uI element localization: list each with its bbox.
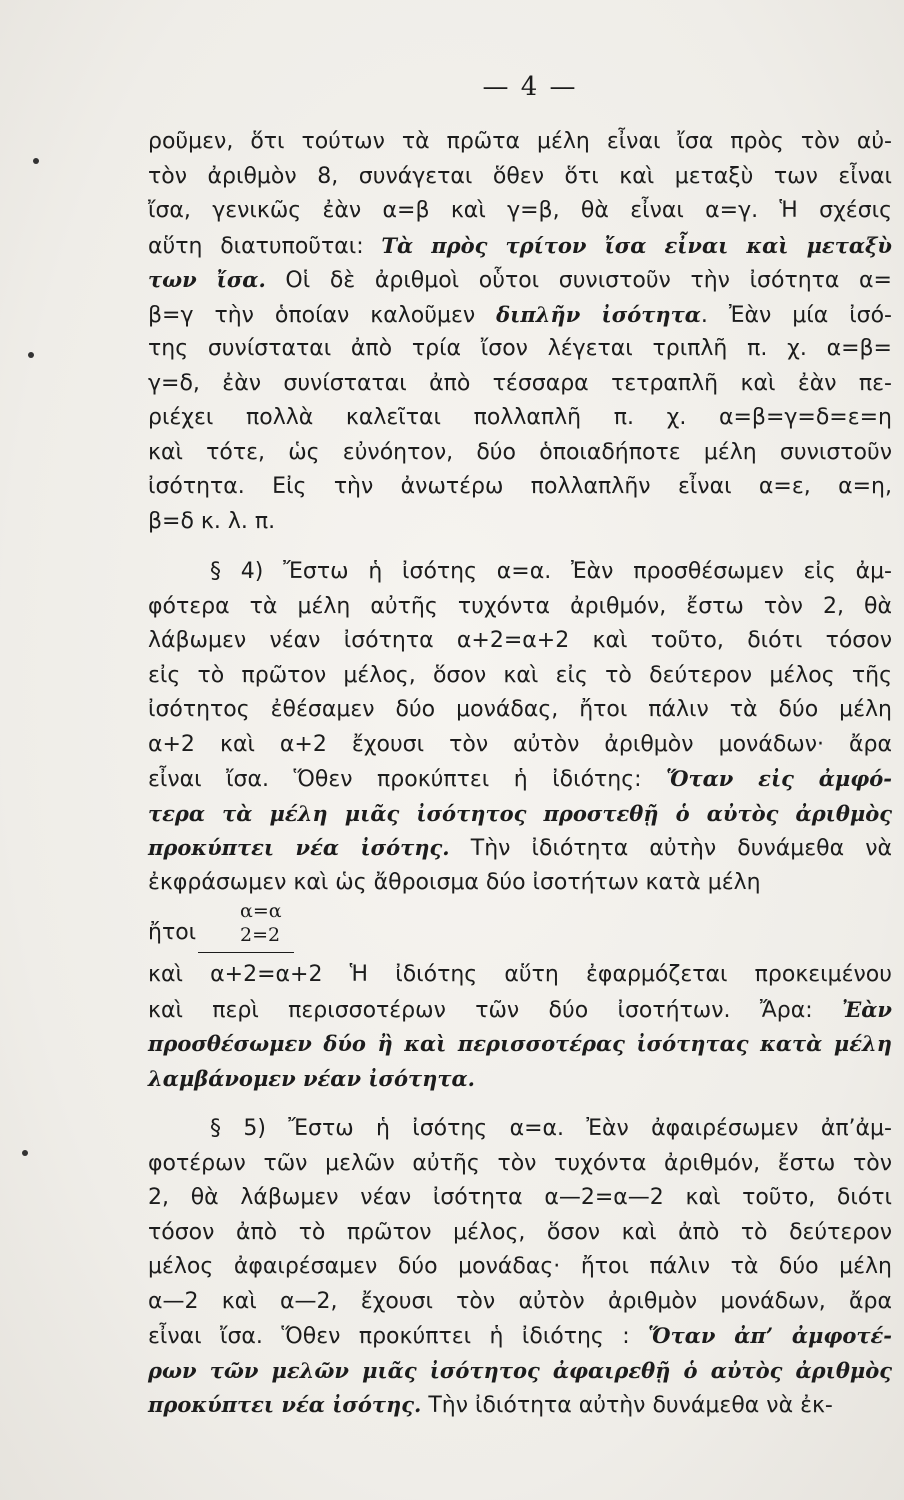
text-line — [148, 762, 892, 797]
text-span: ἐκφράσωμεν καὶ ὡς ἄθροισμα δύο ἰσοτήτων κατὰ μέλη — [148, 869, 761, 895]
bold-italic-text: Ὅταν εἰς ἀμφό- — [666, 766, 892, 791]
text-span: λάβωμεν νέαν ἰσότητα α+2=α+2 καὶ τοῦτο, διότι τόσον — [148, 628, 892, 653]
paragraph-section-3 — [148, 125, 892, 900]
text-span: ριέχει πολλὰ καλεῖται πολλαπλῆ π. χ. α=β=γ=δ=ε=η — [148, 405, 892, 430]
text-line — [148, 555, 892, 590]
bold-italic-text: ρων τῶν μελῶν μιᾶς ἰσότητος ἀφαιρεθῇ ὁ αὐτὸς ἀριθμὸς — [148, 1357, 892, 1383]
text-line — [148, 367, 892, 402]
text-line — [148, 624, 892, 659]
text-span: § 5) Ἔστω ἡ ἰσότης α=α. Ἐὰν ἀφαιρέσωμεν ἀπ’ἀμ- — [210, 1116, 892, 1141]
text-line — [148, 993, 892, 1028]
text-line — [148, 728, 892, 763]
text-span: τὸν ἀριθμὸν 8, συνάγεται ὅθεν ὅτι καὶ μεταξὺ των εἶναι — [148, 163, 892, 189]
text-span: αὕτη διατυποῦται: — [148, 233, 382, 259]
text-span: καὶ α+2=α+2 Ἡ ἰδιότης αὕτη ἐφαρμόζεται προκειμένου — [148, 962, 892, 987]
text-span: μέλος ἀφαιρέσαμεν δύο μονάδας· ἤτοι πάλιν τὰ δύο μέλη — [148, 1254, 892, 1279]
bold-italic-text: Τὰ πρὸς τρίτον ἴσα εἶναι καὶ μεταξὺ — [381, 232, 892, 258]
paragraph-section-5 — [148, 958, 892, 1423]
text-span: α+2 καὶ α+2 ἔχουσι τὸν αὐτὸν ἀριθμὸν μονάδων· ἄρα — [148, 731, 892, 757]
text-line — [148, 125, 892, 160]
text-line — [148, 1216, 892, 1251]
bold-italic-text: Ὅταν ἀπ’ ἀμφοτέ- — [648, 1323, 892, 1348]
text-line — [148, 1181, 892, 1216]
bold-italic-text: τερα τὰ μέλη μιᾶς ἰσότητος προστεθῇ ὁ αὐτὸς ἀριθμὸς — [148, 800, 892, 826]
body-text — [148, 125, 892, 1423]
margin-mark — [28, 352, 34, 358]
text-line — [148, 958, 892, 993]
text-line — [148, 1147, 892, 1182]
text-line — [148, 470, 892, 505]
text-line — [148, 1285, 892, 1320]
text-span: καὶ τότε, ὡς εὐνόητον, δύο ὁποιαδήποτε μέλη συνιστοῦν — [148, 439, 892, 465]
page-number: — 4 — — [482, 72, 578, 102]
bold-italic-text: προσθέσωμεν δύο ἢ καὶ περισσοτέρας ἰσότητας κατὰ μέλη — [148, 1031, 892, 1056]
text-line — [148, 436, 892, 471]
bold-italic-text: λαμβάνομεν νέαν ἰσότητα. — [148, 1065, 475, 1091]
text-line — [148, 866, 892, 901]
text-line — [148, 1062, 892, 1097]
text-line — [148, 659, 892, 694]
text-line — [148, 1319, 892, 1354]
sum-formula — [148, 900, 892, 958]
text-span: εἶναι ἴσα. Ὅθεν προκύπτει ἡ ἰδιότης : — [148, 1324, 649, 1349]
formula-rule — [198, 952, 294, 953]
text-line — [148, 693, 892, 728]
text-span: ροῦμεν, ὅτι τούτων τὰ πρῶτα μέλη εἶναι ἴσα πρὸς τὸν αὐ- — [148, 129, 892, 154]
text-span: β=γ τὴν ὁποίαν καλοῦμεν — [148, 302, 497, 328]
text-span: ἰσότητος ἐθέσαμεν δύο μονάδας, ἤτοι πάλιν τὰ δύο μέλη — [148, 697, 892, 722]
text-line — [148, 229, 892, 264]
text-span: τόσον ἀπὸ τὸ πρῶτον μέλος, ὅσον καὶ ἀπὸ τὸ δεύτερον — [148, 1219, 892, 1245]
bold-italic-text: Ἐὰν — [842, 996, 892, 1022]
text-line — [148, 797, 892, 832]
text-span: § 4) Ἔστω ἡ ἰσότης α=α. Ἐὰν προσθέσωμεν εἰς ἀμ- — [210, 559, 892, 584]
margin-mark — [22, 1150, 28, 1156]
formula-label: ἤτοι — [148, 920, 197, 945]
text-span: Τὴν ἰδιότητα αὐτὴν δυνάμεθα νὰ — [449, 836, 892, 861]
text-line — [148, 1112, 892, 1147]
text-line — [148, 1354, 892, 1389]
text-span: α—2 καὶ α—2, ἔχουσι τὸν αὐτὸν ἀριθμὸν μονάδων, ἄρα — [148, 1288, 892, 1314]
text-line — [148, 590, 892, 625]
text-span: γ=δ, ἐὰν συνίσταται ἀπὸ τέσσαρα τετραπλῆ καὶ ἐὰν πε- — [148, 370, 892, 396]
text-line — [148, 1027, 892, 1062]
text-line — [148, 298, 892, 333]
bold-italic-text: προκύπτει νέα ἰσότης. — [148, 835, 450, 860]
text-span: β=δ κ. λ. π. — [148, 508, 276, 534]
text-line — [148, 1250, 892, 1285]
formula-row-2: 2=2 — [240, 924, 281, 946]
text-line — [148, 160, 892, 195]
text-span: εἰς τὸ πρῶτον μέλος, ὅσον καὶ εἰς τὸ δεύτερον μέλος τῆς — [148, 662, 892, 688]
text-line — [148, 1388, 892, 1423]
text-line — [148, 194, 892, 229]
formula-row-1: α=α — [240, 900, 282, 922]
margin-mark — [33, 158, 39, 164]
text-span: φοτέρων τῶν μελῶν αὐτῆς τὸν τυχόντα ἀριθμόν, ἔστω τὸν — [148, 1150, 892, 1176]
text-span: 2, θὰ λάβωμεν νέαν ἰσότητα α—2=α—2 καὶ τοῦτο, διότι — [148, 1185, 892, 1210]
text-span: Τὴν ἰδιότητα αὐτὴν δυνάμεθα νὰ ἐκ- — [421, 1393, 833, 1418]
text-line — [148, 401, 892, 436]
text-span: ἰσότητα. Εἰς τὴν ἀνωτέρω πολλαπλῆν εἶναι α=ε, α=η, — [148, 474, 892, 499]
text-line — [148, 332, 892, 367]
text-line — [148, 505, 892, 540]
text-line — [148, 263, 892, 298]
text-span: φότερα τὰ μέλη αὐτῆς τυχόντα ἀριθμόν, ἔστω τὸν 2, θὰ — [148, 593, 892, 619]
text-span: . Ἐὰν μία ἰσό- — [700, 302, 892, 328]
text-span: εἶναι ἴσα. Ὅθεν προκύπτει ἡ ἰδιότης: — [148, 767, 667, 792]
text-span: της συνίσταται ἀπὸ τρία ἴσον λέγεται τριπλῆ π. χ. α=β= — [148, 336, 892, 361]
text-line — [148, 831, 892, 866]
bold-italic-text: των ἴσα. — [148, 267, 266, 292]
text-span: καὶ περὶ περισσοτέρων τῶν δύο ἰσοτήτων. Ἄρα: — [148, 997, 842, 1023]
bold-italic-text: διπλῆν ἰσότητα — [496, 301, 701, 327]
text-span: ἴσα, γενικῶς ἐὰν α=β καὶ γ=β, θὰ εἶναι α=γ. Ἡ σχέσις — [148, 198, 892, 223]
bold-italic-text: προκύπτει νέα ἰσότης. — [148, 1392, 422, 1417]
text-span: Οἱ δὲ ἀριθμοὶ οὗτοι συνιστοῦν τὴν ἰσότητα α= — [265, 268, 892, 293]
